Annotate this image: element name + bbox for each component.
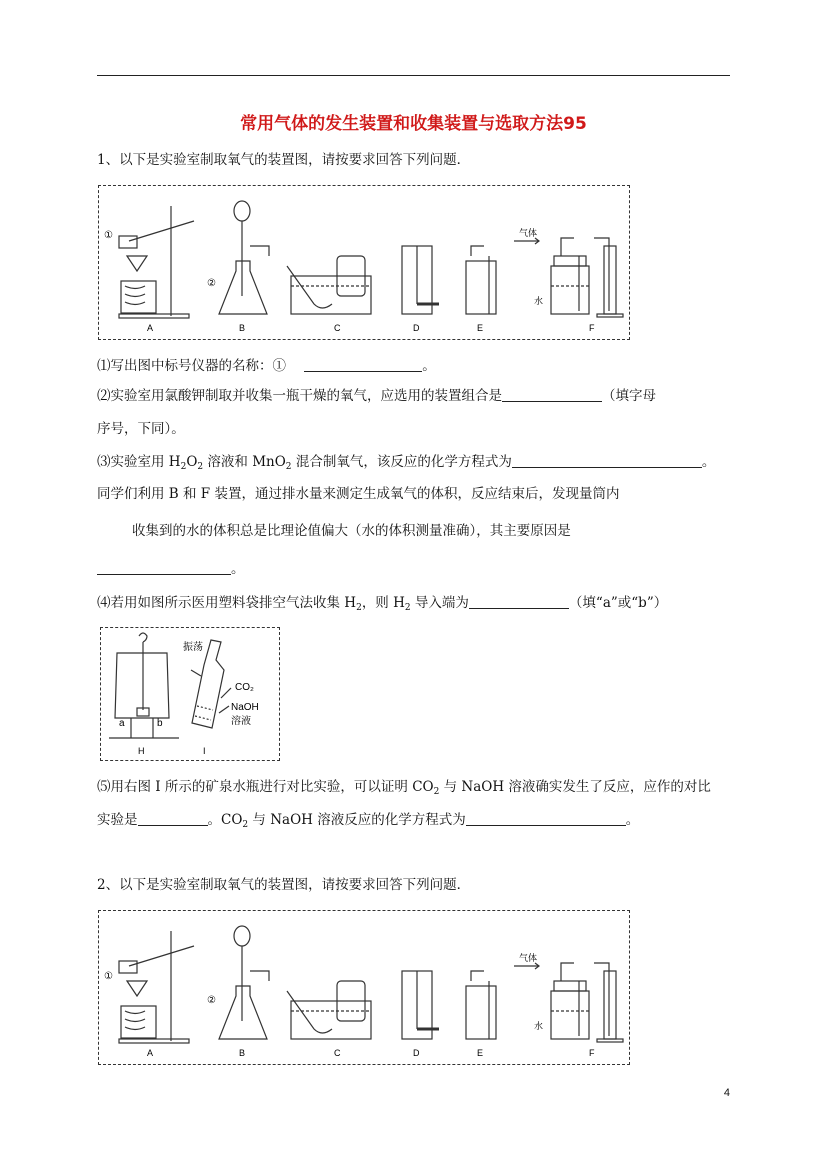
q1-part2-text: ⑵实验室用氯酸钾制取并收集一瓶干燥的氧气，应选用的装置组合是 — [97, 388, 502, 404]
fig-label-C2: C — [334, 1048, 341, 1058]
marker-2b: ② — [207, 995, 216, 1006]
fig-label-I: I — [203, 746, 206, 756]
answer-blank-2[interactable] — [502, 387, 602, 402]
q2-intro: 2、以下是实验室制取氧气的装置图，请按要求回答下列问题． — [97, 877, 471, 893]
fig-label-B: B — [239, 323, 246, 333]
header-rule — [97, 75, 730, 76]
sub-2g: 2 — [242, 820, 249, 830]
q1-part4-note: （填“a”或“b”） — [568, 595, 668, 611]
fig-label-H: H — [138, 746, 145, 756]
q1-part5-b-end: 。 — [625, 812, 640, 828]
q1-part1-text: ⑴写出图中标号仪器的名称：① — [97, 358, 286, 374]
q1-part5 — [97, 778, 711, 801]
fig-label-D: D — [413, 323, 420, 333]
answer-blank-3[interactable] — [512, 453, 702, 468]
q1-part5-b1: 实验是 — [97, 812, 138, 828]
fig-label-B2: B — [239, 1048, 246, 1058]
apparatus-figure-3 — [98, 910, 630, 1065]
q1-part2-cont: 序号，下同）。 — [97, 421, 185, 437]
gas-label: 气体 — [519, 228, 538, 238]
marker-1b: ① — [104, 971, 113, 982]
sub-2e: 2 — [404, 603, 411, 613]
q1-part4 — [97, 594, 667, 617]
q1-part3-c: 收集到的水的体积总是比理论值偏大（水的体积测量准确），其主要原因是 — [132, 523, 571, 539]
q1-part5-b — [97, 811, 639, 834]
apparatus-figure-2 — [100, 627, 280, 761]
fig-label-F2: F — [589, 1048, 595, 1058]
page-title: 常用气体的发生装置和收集装置与选取方法95 — [240, 114, 587, 134]
q1-part4-t1: ⑷若用如图所示医用塑料袋排空气法收集 H — [97, 595, 357, 611]
sub-2d: 2 — [356, 603, 362, 613]
q1-part3-b: 同学们利用 B 和 F 装置，通过排水量来测定生成氧气的体积，反应结束后，发现量筒内 — [97, 486, 620, 502]
q1-part3-t3: 溶液和 MnO — [203, 454, 286, 470]
end-a-label: a — [119, 718, 125, 729]
q1-part3-d-end: 。 — [231, 561, 245, 577]
q1-part2 — [97, 387, 656, 405]
q1-part2-note: （填字母 — [602, 388, 656, 404]
fig-label-A: A — [147, 323, 154, 333]
q1-part1-end: 。 — [422, 358, 436, 374]
answer-blank-4[interactable] — [97, 560, 231, 575]
marker-2: ② — [207, 278, 216, 289]
q1-part1 — [97, 357, 436, 375]
q1-part4-t2: ，则 H — [361, 595, 405, 611]
fig-label-C: C — [334, 323, 341, 333]
fig-label-E2: E — [477, 1048, 484, 1058]
q1-part5-t1: ⑸用右图 I 所示的矿泉水瓶进行对比实验，可以证明 CO — [97, 779, 434, 795]
sub-2c: 2 — [285, 462, 292, 472]
fig-label-D2: D — [413, 1048, 420, 1058]
answer-blank-6[interactable] — [138, 811, 208, 826]
co2-label: CO₂ — [235, 682, 254, 693]
bag-bottle-drawing — [101, 628, 279, 760]
shake-label: 振荡 — [183, 642, 203, 653]
q1-part5-b3: 与 NaOH 溶液反应的化学方程式为 — [248, 812, 466, 828]
sub-2f: 2 — [433, 787, 440, 797]
q1-part3-t2: O — [186, 454, 198, 470]
gas-label-b: 气体 — [519, 953, 538, 963]
apparatus-drawing-2 — [99, 911, 629, 1064]
q1-part3-d — [97, 560, 245, 578]
answer-blank-5[interactable] — [469, 594, 569, 609]
end-b-label: b — [157, 718, 163, 729]
page-number: 4 — [723, 1087, 730, 1099]
answer-blank-1[interactable] — [304, 357, 422, 372]
q1-part3 — [97, 453, 715, 476]
q1-part5-t2: 与 NaOH 溶液确实发生了反应，应作的对比 — [439, 779, 711, 795]
sub-2a: 2 — [180, 462, 187, 472]
q1-part3-end: 。 — [701, 454, 716, 470]
naoh-label: NaOH — [231, 702, 259, 713]
q1-part3-t1: ⑶实验室用 H — [97, 454, 181, 470]
water-label-b: 水 — [534, 1021, 544, 1031]
solution-label: 溶液 — [231, 716, 251, 727]
q1-part5-b2: 。CO — [207, 812, 243, 828]
q1-part3-t4: 混合制氧气，该反应的化学方程式为 — [291, 454, 512, 470]
answer-blank-7[interactable] — [466, 811, 626, 826]
fig-label-A2: A — [147, 1048, 154, 1058]
apparatus-figure-1 — [98, 185, 630, 340]
fig-label-E: E — [477, 323, 484, 333]
marker-1: ① — [104, 230, 113, 241]
apparatus-drawing — [99, 186, 629, 339]
sub-2b: 2 — [197, 462, 204, 472]
q1-part4-t3: 导入端为 — [410, 595, 469, 611]
q1-intro: 1、以下是实验室制取氧气的装置图，请按要求回答下列问题． — [97, 152, 471, 168]
fig-label-F: F — [589, 323, 595, 333]
water-label: 水 — [534, 296, 544, 306]
